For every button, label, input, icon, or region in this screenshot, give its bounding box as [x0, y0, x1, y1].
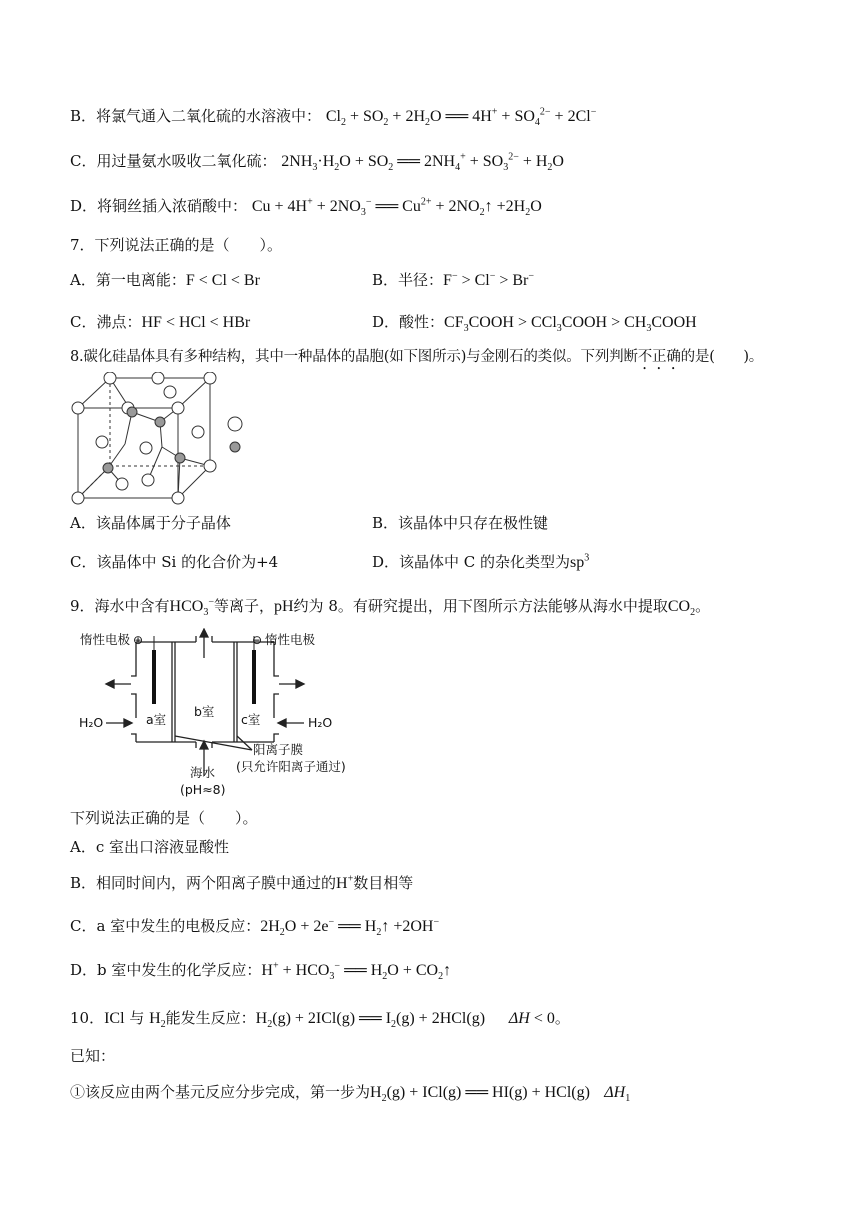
q10-stem: 10．ICl 与 $H_2$能发生反应：$H_2(g) + 2ICl(g)$ ══ $I_2(g) + 2HCl(g)$ ΔH < 0。 — [70, 1009, 570, 1031]
membrane-note: (只允许阳离子通过) — [236, 759, 346, 774]
room-a-label: a室 — [146, 712, 167, 727]
q7-option-a: A．第一电离能：F < Cl < Br — [70, 271, 260, 289]
water-inlet-left-label: H₂O — [79, 715, 104, 730]
membrane-label: 阳离子膜 — [253, 742, 304, 757]
seawater-label: 海水 — [190, 765, 216, 780]
q8-stem: 8.碳化硅晶体具有多种结构，其中一种晶体的晶胞(如下图所示)与金刚石的类似。下列判断不正确的是( )。 — [70, 349, 764, 365]
q6-option-b: B．将氯气通入二氧化硫的水溶液中： $Cl_2 + SO_2 + 2H_2O$ ══ $4H^+ + SO_4^{2-} + 2Cl^-$ — [70, 106, 597, 129]
q9-option-c: C．a 室中发生的电极反应：$2H_2O + 2e^-$ ══ $H_2↑ +2OH^-$ — [70, 916, 440, 939]
q10-step-one: ①该反应由两个基元反应分步完成，第一步为$H_2(g) + ICl(g)$ ══ HI(g) + HCl(g) $\Delta H_1$ — [70, 1083, 631, 1105]
seawater-ph-label: (pH≈8) — [180, 782, 226, 797]
inert-electrode-left-label: 惰性电极 — [80, 632, 131, 647]
q8-option-c: C．该晶体中 Si 的化合价为+4 — [70, 553, 279, 571]
silicon-carbide-unit-cell-figure — [70, 372, 250, 508]
room-b-label: b室 — [194, 704, 215, 719]
q8-option-d: D．该晶体中 C 的杂化类型为$sp^3$ — [372, 552, 590, 571]
q7-stem: 7．下列说法正确的是（ ）。 — [70, 236, 283, 254]
water-inlet-right-label: H₂O — [308, 715, 333, 730]
q9-option-a: A．c 室出口溶液显酸性 — [70, 838, 230, 856]
q6-option-d: D．将铜丝插入浓硝酸中： $Cu + 4H^+ + 2NO_3^-$ ══ $Cu^{2+}$ + $2NO_2↑ +2H_2O$ — [70, 196, 542, 219]
q8-option-a: A．该晶体属于分子晶体 — [70, 514, 231, 532]
q7-option-c: C．沸点：HF < HCl < HBr — [70, 313, 251, 331]
electrolysis-cell-figure — [76, 628, 356, 800]
q6-option-c: C．用过量氨水吸收二氧化硫： $2NH_3\cdot H_2O + SO_2$ ══ $2NH_4^+ + SO_3^{2-} + H_2O$ — [70, 151, 564, 174]
q9-option-b: B．相同时间内，两个阳离子膜中通过的H+数目相等 — [70, 873, 414, 892]
q9-option-d: D．b 室中发生的化学反应：$H^+ + HCO_3^-$ ══ $H_2O$ + $CO_2↑$ — [70, 960, 452, 983]
q9-question: 下列说法正确的是（ ）。 — [70, 809, 258, 827]
q9-stem: 9．海水中含有$HCO_3^-$等离子，pH约为 8。有研究提出，用下图所示方法能够从海水中提取$CO_2$。 — [70, 596, 711, 619]
inert-electrode-right-label: 惰性电极 — [265, 632, 316, 647]
q7-option-d: D．酸性：$CF_3COOH$ > CCl$_3$COOH > $CH_3COOH$ — [372, 313, 697, 335]
room-c-label: c室 — [241, 712, 261, 727]
q8-option-b: B．该晶体中只存在极性键 — [372, 514, 549, 532]
q10-known: 已知： — [70, 1047, 116, 1065]
minus-icon: ⊖ — [252, 633, 263, 647]
q7-option-b: B．半径：F− > Cl− > Br− — [372, 270, 535, 289]
plus-icon: ⊕ — [133, 633, 144, 647]
